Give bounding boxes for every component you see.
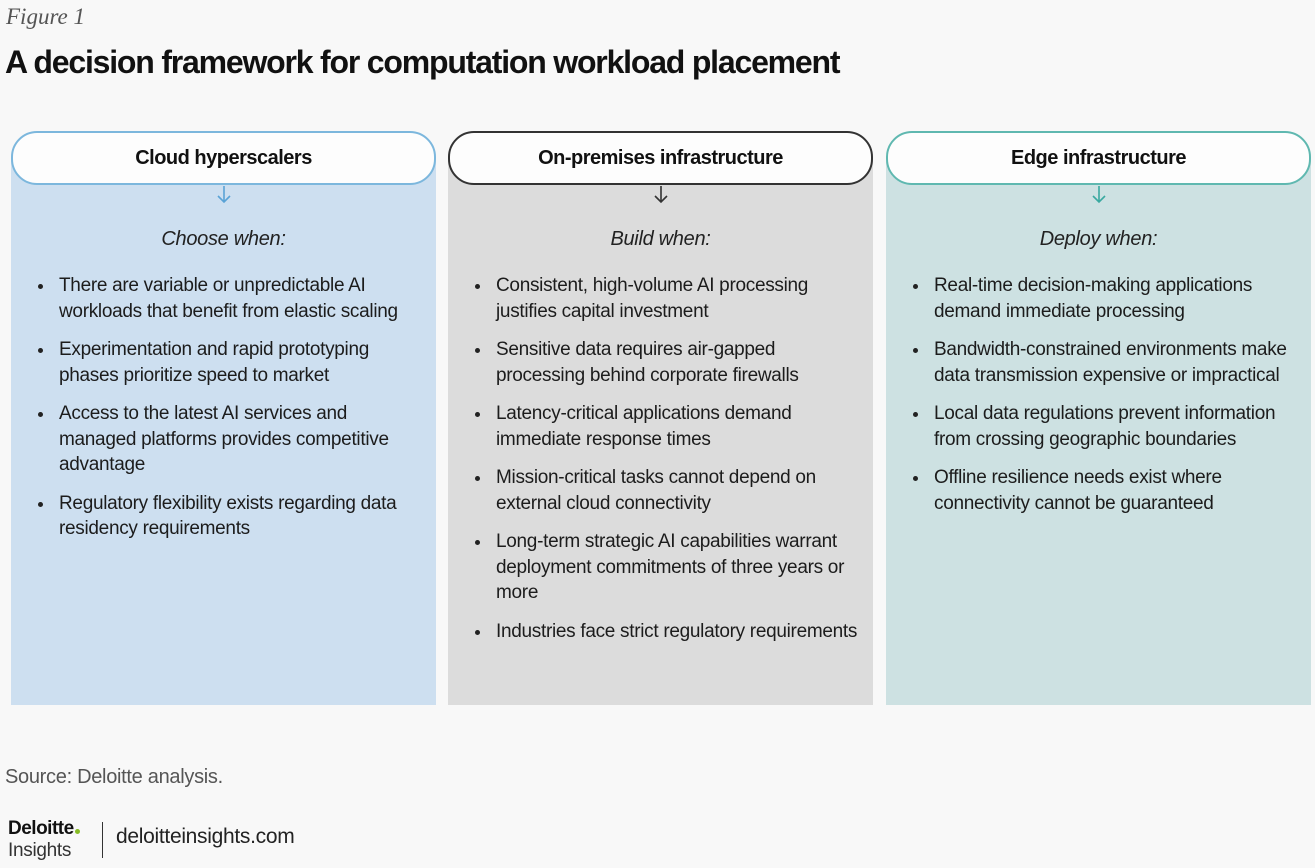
logo-brand: Deloitte	[8, 818, 74, 839]
column-edge-infrastructure	[886, 131, 1311, 705]
figure-title: A decision framework for computation workload placement	[5, 44, 840, 80]
figure-label: Figure 1	[6, 4, 85, 29]
column-on-premises-infrastructure	[448, 131, 873, 705]
bullet-item: Bandwidth-constrained environments make data transmission expensive or impractical	[910, 337, 1300, 388]
bullet-item: Industries face strict regulatory requirements	[472, 619, 862, 645]
column-cloud-hyperscalers	[11, 131, 436, 705]
arrow-down-icon	[653, 185, 669, 205]
column-subhead: Choose when:	[161, 228, 286, 250]
bullet-item: Mission-critical tasks cannot depend on external cloud connectivity	[472, 465, 862, 516]
bullet-list	[910, 273, 1300, 529]
column-subhead: Build when:	[610, 228, 711, 250]
bullet-item: Long-term strategic AI capabilities warrant deployment commitments of three years or more	[472, 529, 862, 606]
bullet-item: Consistent, high-volume AI processing justifies capital investment	[472, 273, 862, 324]
column-header-label: Edge infrastructure	[1011, 146, 1186, 169]
bullet-item: Latency-critical applications demand immediate response times	[472, 401, 862, 452]
bullet-item: Experimentation and rapid prototyping phases prioritize speed to market	[35, 337, 425, 388]
deloitte-insights-logo	[8, 818, 80, 862]
logo-sub: Insights	[8, 840, 72, 861]
column-header	[11, 131, 436, 185]
bullet-item: Sensitive data requires air-gapped processing behind corporate firewalls	[472, 337, 862, 388]
website-link[interactable]: deloitteinsights.com	[116, 825, 295, 848]
bullet-item: Regulatory flexibility exists regarding data residency requirements	[35, 491, 425, 542]
source-note: Source: Deloitte analysis.	[5, 766, 223, 788]
logo-divider	[102, 822, 103, 858]
bullet-list	[35, 273, 425, 555]
column-header-label: On-premises infrastructure	[538, 146, 783, 169]
arrow-down-icon	[1091, 185, 1107, 205]
bullet-item: Access to the latest AI services and managed platforms provides competitive advantage	[35, 401, 425, 478]
bullet-item: Offline resilience needs exist where connectivity cannot be guaranteed	[910, 465, 1300, 516]
logo-dot-icon	[75, 829, 80, 834]
bullet-list	[472, 273, 862, 657]
bullet-item: Local data regulations prevent information from crossing geographic boundaries	[910, 401, 1300, 452]
bullet-item: There are variable or unpredictable AI workloads that benefit from elastic scaling	[35, 273, 425, 324]
column-subhead: Deploy when:	[1039, 228, 1158, 250]
column-header-label: Cloud hyperscalers	[135, 146, 312, 169]
column-header	[448, 131, 873, 185]
bullet-item: Real-time decision-making applications demand immediate processing	[910, 273, 1300, 324]
arrow-down-icon	[216, 185, 232, 205]
column-header	[886, 131, 1311, 185]
